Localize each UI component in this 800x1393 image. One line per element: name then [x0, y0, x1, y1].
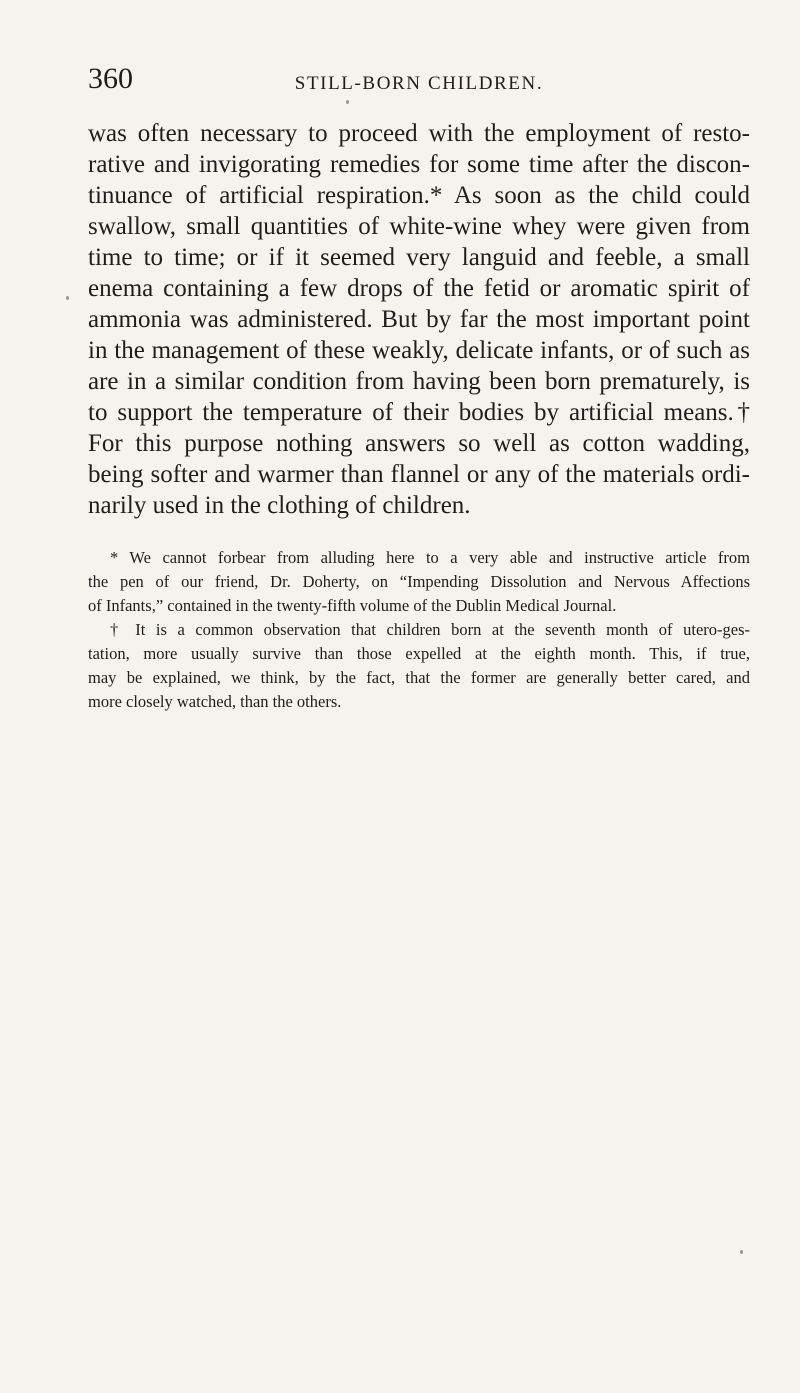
page-header	[88, 62, 750, 102]
body-line: are in a similar condition from having been born prematurely, is	[88, 368, 750, 395]
body-line: narily used in the clothing of children.	[88, 492, 471, 519]
body-line: in the management of these weakly, delicate infants, or of such as	[88, 337, 750, 364]
paper-speck	[66, 296, 69, 300]
body-line: enema containing a few drops of the fetid or aromatic spirit of	[88, 275, 750, 302]
page-number: 360	[88, 62, 133, 95]
body-line: For this purpose nothing answers so well as cotton wadding,	[88, 430, 750, 457]
body-line: swallow, small quantities of white-wine whey were given from	[88, 213, 750, 240]
paper-speck	[346, 100, 349, 104]
footnote-line: tation, more usually survive than those expelled at the eighth month. This, if true,	[88, 644, 750, 663]
body-line: time to time; or if it seemed very languid and feeble, a small	[88, 244, 750, 271]
body-paragraph	[88, 118, 750, 521]
body-line: ammonia was administered. But by far the most important point	[88, 306, 750, 333]
footnote-line: † It is a common observation that children born at the seventh month of utero-ges-	[110, 620, 750, 639]
body-line: to support the temperature of their bodies by artificial means.†	[88, 399, 750, 426]
footnote-line: may be explained, we think, by the fact, that the former are generally better cared, and	[88, 668, 750, 687]
footnotes	[88, 546, 750, 714]
footnote-line: more closely watched, than the others.	[88, 692, 342, 711]
body-line: being softer and warmer than flannel or any of the materials ordi-	[88, 461, 750, 488]
footnote-line: of Infants,” contained in the twenty-fifth volume of the Dublin Medical Journal.	[88, 596, 617, 615]
footnote-line: * We cannot forbear from alluding here to a very able and instructive article from	[110, 548, 750, 567]
running-head: STILL-BORN CHILDREN.	[294, 73, 544, 94]
paper-speck	[740, 1250, 743, 1254]
body-line: rative and invigorating remedies for some time after the discon-	[88, 151, 750, 178]
body-line: was often necessary to proceed with the employment of resto-	[88, 120, 750, 147]
footnote-line: the pen of our friend, Dr. Doherty, on “Impending Dissolution and Nervous Affections	[88, 572, 750, 591]
body-line: tinuance of artificial respiration.* As soon as the child could	[88, 182, 750, 209]
